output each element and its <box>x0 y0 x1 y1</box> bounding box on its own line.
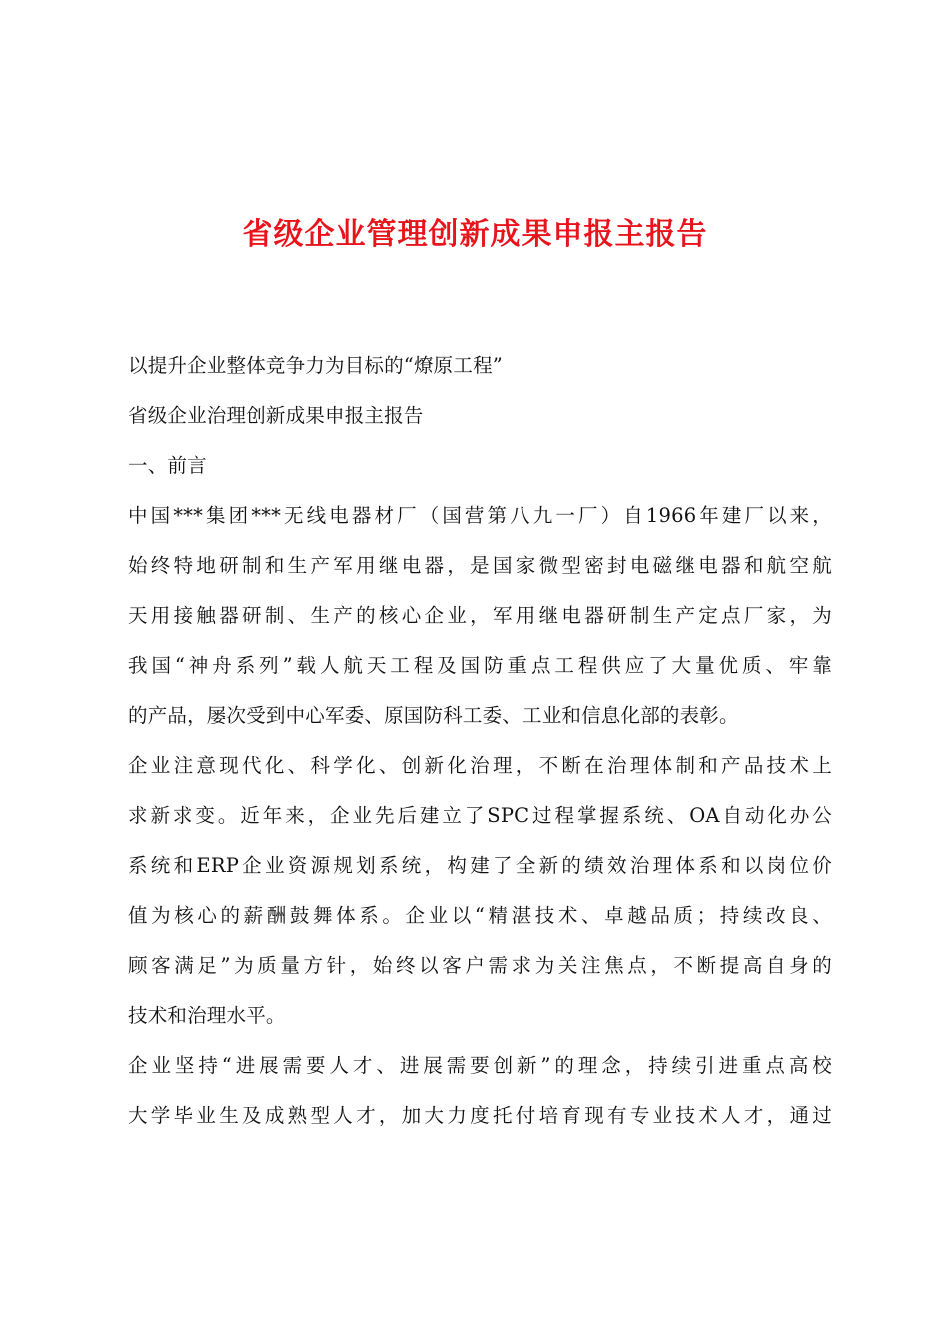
body-line: 求新求变。近年来，企业先后建立了SPC过程掌握系统、OA自动化办公 <box>128 804 832 827</box>
body-line: 企业坚持“进展需要人才、进展需要创新”的理念，持续引进重点高校 <box>128 1054 832 1077</box>
body-line: 值为核心的薪酬鼓舞体系。企业以“精湛技术、卓越品质；持续改良、 <box>128 904 832 927</box>
document-body <box>128 341 832 1141</box>
body-line: 天用接触器研制、生产的核心企业，军用继电器研制生产定点厂家，为 <box>128 604 832 627</box>
body-line: 系统和ERP企业资源规划系统，构建了全新的绩效治理体系和以岗位价 <box>128 854 832 877</box>
body-line: 技术和治理水平。 <box>128 1004 286 1027</box>
body-line: 始终特地研制和生产军用继电器，是国家微型密封电磁继电器和航空航 <box>128 554 832 577</box>
body-line: 的产品，屡次受到中心军委、原国防科工委、工业和信息化部的表彰。 <box>128 704 739 727</box>
body-line: 大学毕业生及成熟型人才，加大力度托付培育现有专业技术人才，通过 <box>128 1104 832 1127</box>
body-line: 企业注意现代化、科学化、创新化治理，不断在治理体制和产品技术上 <box>128 754 832 777</box>
body-line: 一、前言 <box>128 454 207 477</box>
document-title: 省级企业管理创新成果申报主报告 <box>242 217 708 252</box>
body-line: 顾客满足”为质量方针，始终以客户需求为关注焦点，不断提高自身的 <box>128 954 832 977</box>
body-line: 省级企业治理创新成果申报主报告 <box>128 404 424 427</box>
body-line: 以提升企业整体竞争力为目标的“燎原工程” <box>128 354 503 377</box>
body-line: 中国***集团***无线电器材厂（国营第八九一厂）自1966年建厂以来， <box>128 504 832 527</box>
body-line: 我国“神舟系列”载人航天工程及国防重点工程供应了大量优质、牢靠 <box>128 654 832 677</box>
